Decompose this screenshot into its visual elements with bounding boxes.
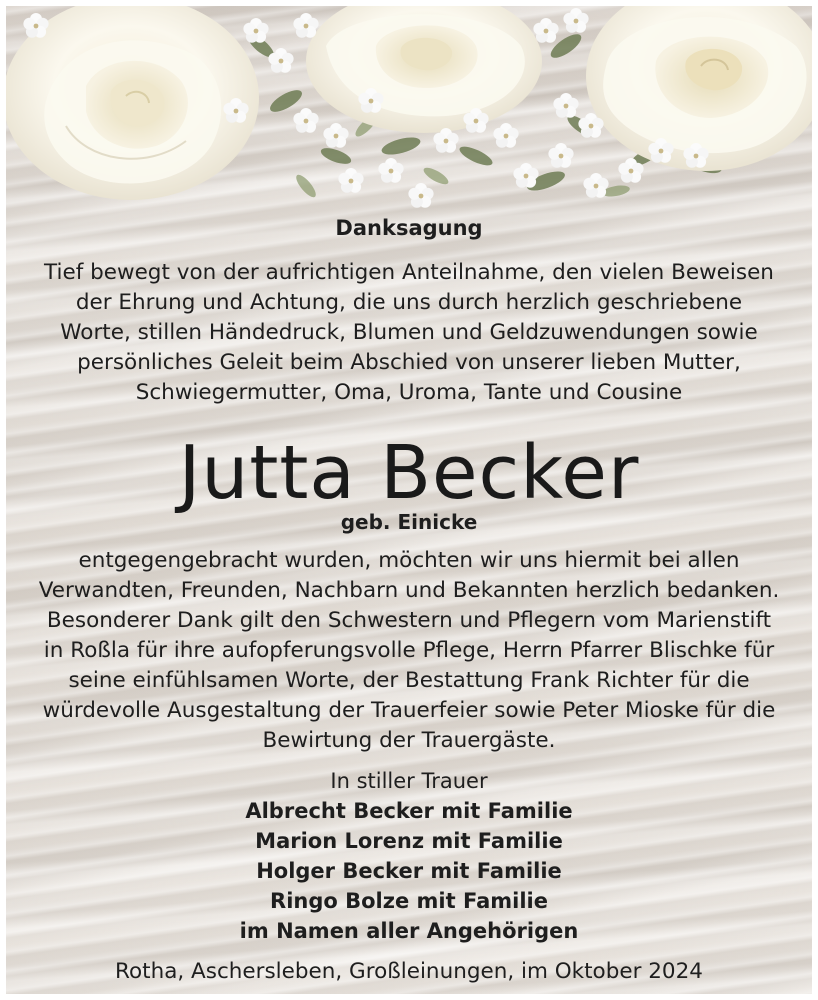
intro-line: Worte, stillen Händedruck, Blumen und Geldzuwendungen sowie bbox=[60, 320, 758, 345]
thanks-line: Besonderer Dank gilt den Schwestern und Pflegern vom Marienstift bbox=[46, 608, 772, 633]
mourner-name: Holger Becker mit Familie bbox=[256, 859, 562, 883]
thanks-line: Bewirtung der Trauergäste. bbox=[262, 728, 556, 753]
thanks-line: Verwandten, Freunden, Nachbarn und Bekannten herzlich bedanken. bbox=[38, 578, 780, 603]
mourning-intro: In stiller Trauer bbox=[330, 769, 488, 793]
mourner-name: im Namen aller Angehörigen bbox=[239, 919, 579, 943]
obituary-notice bbox=[6, 6, 812, 994]
white-roses-decoration bbox=[6, 6, 812, 236]
mourners-block bbox=[6, 766, 812, 946]
intro-line: Tief bewegt von der aufrichtigen Anteilnahme, den vielen Beweisen bbox=[44, 260, 774, 285]
mourner-name: Ringo Bolze mit Familie bbox=[270, 889, 548, 913]
thanks-line: entgegengebracht wurden, möchten wir uns hiermit bei allen bbox=[78, 548, 740, 573]
mourner-name: Marion Lorenz mit Familie bbox=[255, 829, 563, 853]
deceased-name: Jutta Becker bbox=[178, 430, 640, 516]
intro-line: persönliches Geleit beim Abschied von unserer lieben Mutter, bbox=[77, 350, 741, 375]
intro-line: Schwiegermutter, Oma, Uroma, Tante und Cousine bbox=[135, 380, 683, 405]
intro-line: der Ehrung und Achtung, die uns durch herzlich geschriebene bbox=[75, 290, 743, 315]
birth-name: geb. Einicke bbox=[340, 510, 478, 534]
notice-heading: Danksagung bbox=[335, 216, 483, 240]
thanks-line: seine einfühlsamen Worte, der Bestattung Frank Richter für die bbox=[68, 668, 750, 693]
thanks-line: würdevolle Ausgestaltung der Trauerfeier sowie Peter Mioske für die bbox=[42, 698, 776, 723]
intro-paragraph bbox=[6, 258, 812, 408]
mourner-name: Albrecht Becker mit Familie bbox=[245, 799, 573, 823]
thanks-line: in Roßla für ihre aufopferungsvolle Pflege, Herrn Pfarrer Blischke für bbox=[43, 638, 775, 663]
thanks-paragraph bbox=[6, 546, 812, 756]
place-and-date: Rotha, Aschersleben, Großleinungen, im Oktober 2024 bbox=[115, 959, 703, 984]
